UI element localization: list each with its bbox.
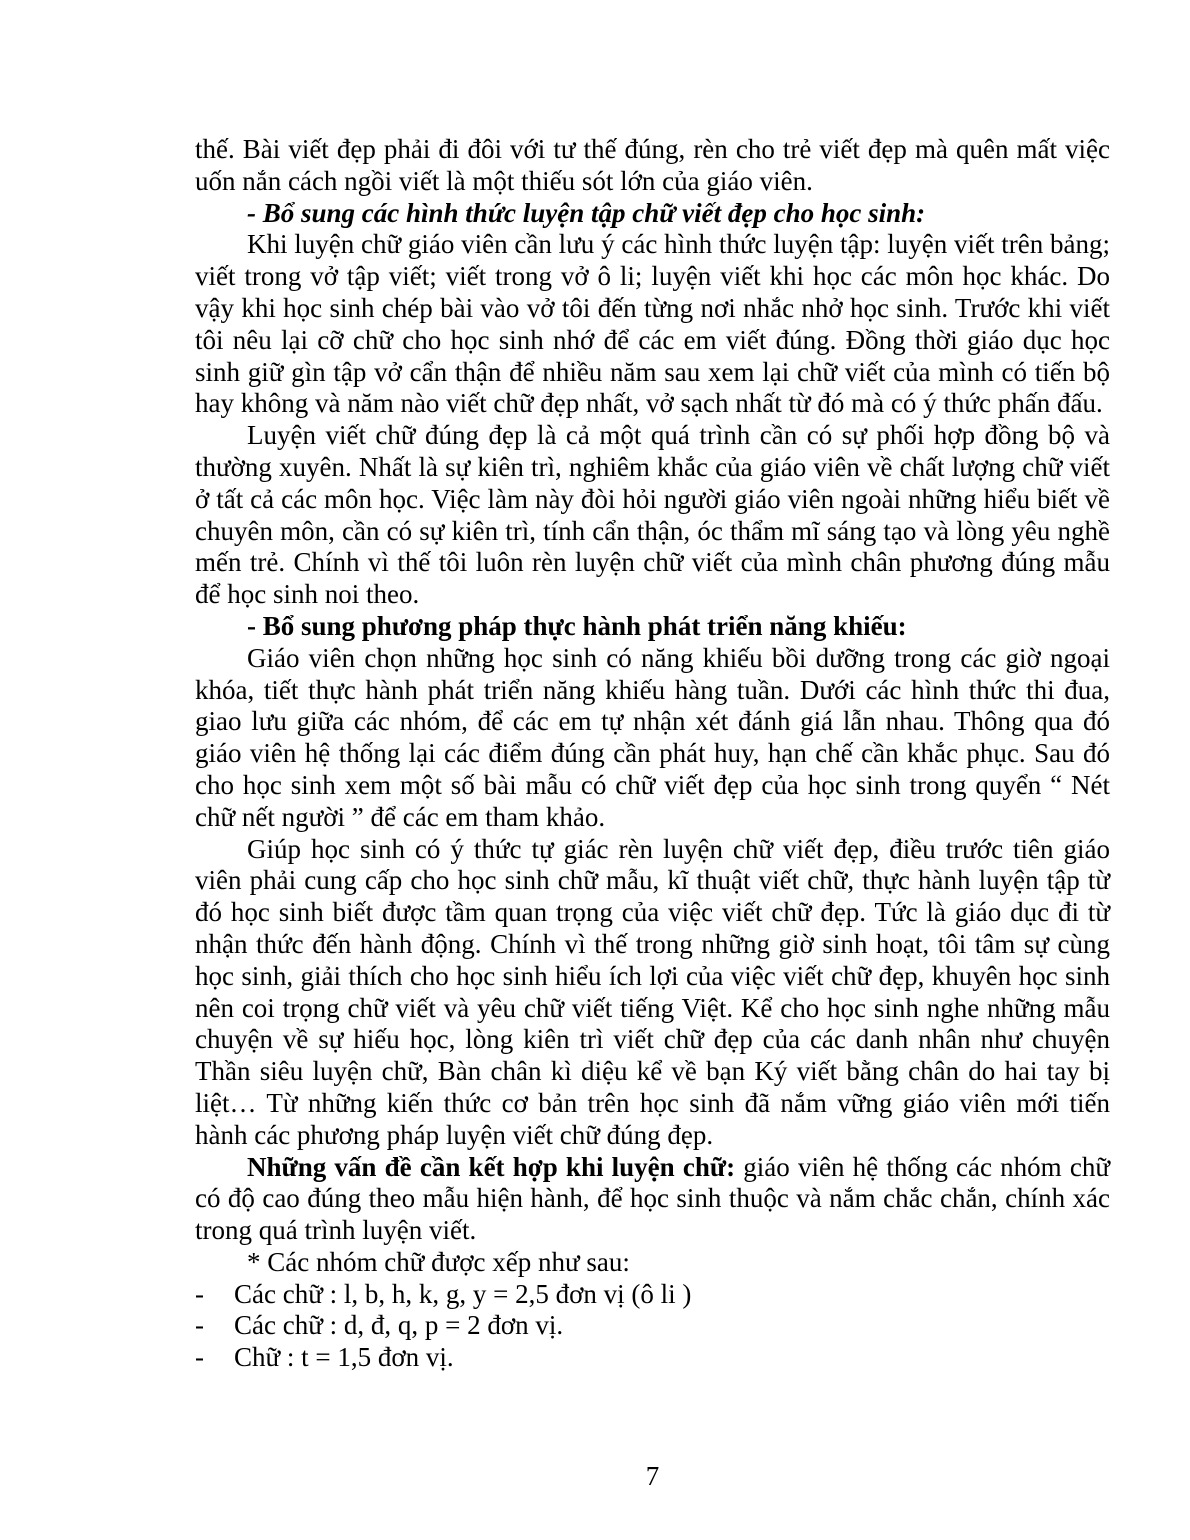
dash-marker: - [195,1342,204,1373]
paragraph-luyen-viet-dung-dep: Luyện viết chữ đúng đẹp là cả một quá trình cần có sự phối hợp đồng bộ và thường xuyên. Nhất là sự kiên trì, nghiêm khắc của giáo viên về chất lượng chữ viết ở tất cả các môn học. Việc làm này đòi hỏi người giáo viên ngoài những hiểu biết về chuyên môn, cần có sự kiên trì, tính cẩn thận, óc thẩm mĩ sáng tạo và lòng yêu nghề mến trẻ. Chính vì thế tôi luôn rèn luyện chữ viết của mình chân phương đúng mẫu để học sinh noi theo. [195,420,1110,610]
list-item-text: Chữ : t = 1,5 đơn vị. [234,1342,454,1373]
paragraph-lead-bold: Những vấn đề cần kết hợp khi luyện chữ: [247,1151,736,1182]
paragraph-continuation: thế. Bài viết đẹp phải đi đôi với tư thế đúng, rèn cho trẻ viết đẹp mà quên mất việc uốn nắn cách ngồi viết là một thiếu sót lớn của giáo viên. [195,134,1110,196]
dash-marker: - [195,1278,204,1309]
list-item-text: Các chữ : d, đ, q, p = 2 đơn vị. [234,1310,564,1341]
heading-luyen-tap-chu-viet: - Bổ sung các hình thức luyện tập chữ viết đẹp cho học sinh: [247,197,926,228]
page-number: 7 [645,1461,660,1491]
page-content [195,134,1110,1374]
paragraph-lead-rest: giáo viên hệ thống các nhóm chữ có độ cao đúng theo mẫu hiện hành, để học sinh thuộc và nắm chắc chắn, chính xác trong quá trình luyện viết. [195,1151,1111,1246]
list-item-nhom-2 [195,1310,1110,1342]
paragraph-chon-hoc-sinh-nang-khieu: Giáo viên chọn những học sinh có năng khiếu bồi dưỡng trong các giờ ngoại khóa, tiết thực hành phát triển năng khiếu hàng tuần. Dưới các hình thức thi đua, giao lưu giữa các nhóm, để các em tự nhận xét đánh giá lẫn nhau. Thông qua đó giáo viên hệ thống lại các điểm đúng cần phát huy, hạn chế cần khắc phục. Sau đó cho học sinh xem một số bài mẫu có chữ viết đẹp của học sinh trong quyển “ Nét chữ nết người ” để các em tham khảo. [195,642,1110,832]
heading-phat-trien-nang-khieu: - Bổ sung phương pháp thực hành phát triển năng khiếu: [247,610,907,641]
list-item-nhom-1 [195,1279,1110,1311]
paragraph-y-thuc-tu-giac: Giúp học sinh có ý thức tự giác rèn luyện chữ viết đẹp, điều trước tiên giáo viên phải cung cấp cho học sinh chữ mẫu, kĩ thuật viết chữ, thực hành luyện tập từ đó học sinh biết được tầm quan trọng của việc viết chữ đẹp. Tức là giáo dục đi từ nhận thức đến hành động. Chính vì thế trong những giờ sinh hoạt, tôi tâm sự cùng học sinh, giải thích cho học sinh hiểu ích lợi của việc viết chữ đẹp, khuyên học sinh nên coi trọng chữ viết và yêu chữ viết tiếng Việt. Kể cho học sinh nghe những mẫu chuyện về sự hiếu học, lòng kiên trì viết chữ đẹp của các danh nhân như chuyện Thần siêu luyện chữ, Bàn chân kì diệu kể về bạn Ký viết bằng chân do hai tay bị liệt… Từ những kiến thức cơ bản trên học sinh đã nắm vững giáo viên mới tiến hành các phương pháp luyện viết chữ đúng đẹp. [195,833,1110,1150]
list-item-text: Các chữ : l, b, h, k, g, y = 2,5 đơn vị (ô li ) [234,1278,692,1309]
paragraph-cac-nhom-chu: * Các nhóm chữ được xếp như sau: [247,1246,630,1277]
paragraph-hinh-thuc-luyen-tap: Khi luyện chữ giáo viên cần lưu ý các hình thức luyện tập: luyện viết trên bảng; viết trong vở tập viết; viết trong vở ô li; luyện viết khi học các môn học khác. Do vậy khi học sinh chép bài vào vở tôi đến từng nơi nhắc nhở học sinh. Trước khi viết tôi nêu lại cỡ chữ cho học sinh nhớ để các em viết đúng. Đồng thời giáo dục học sinh giữ gìn tập vở cẩn thận để nhiều năm sau xem lại chữ viết của mình có tiến bộ hay không và năm nào viết chữ đẹp nhất, vở sạch nhất từ đó mà có ý thức phấn đấu. [195,229,1110,419]
list-item-nhom-3 [195,1342,1110,1374]
paragraph-van-de-ket-hop [195,1152,1110,1247]
dash-marker: - [195,1310,204,1341]
